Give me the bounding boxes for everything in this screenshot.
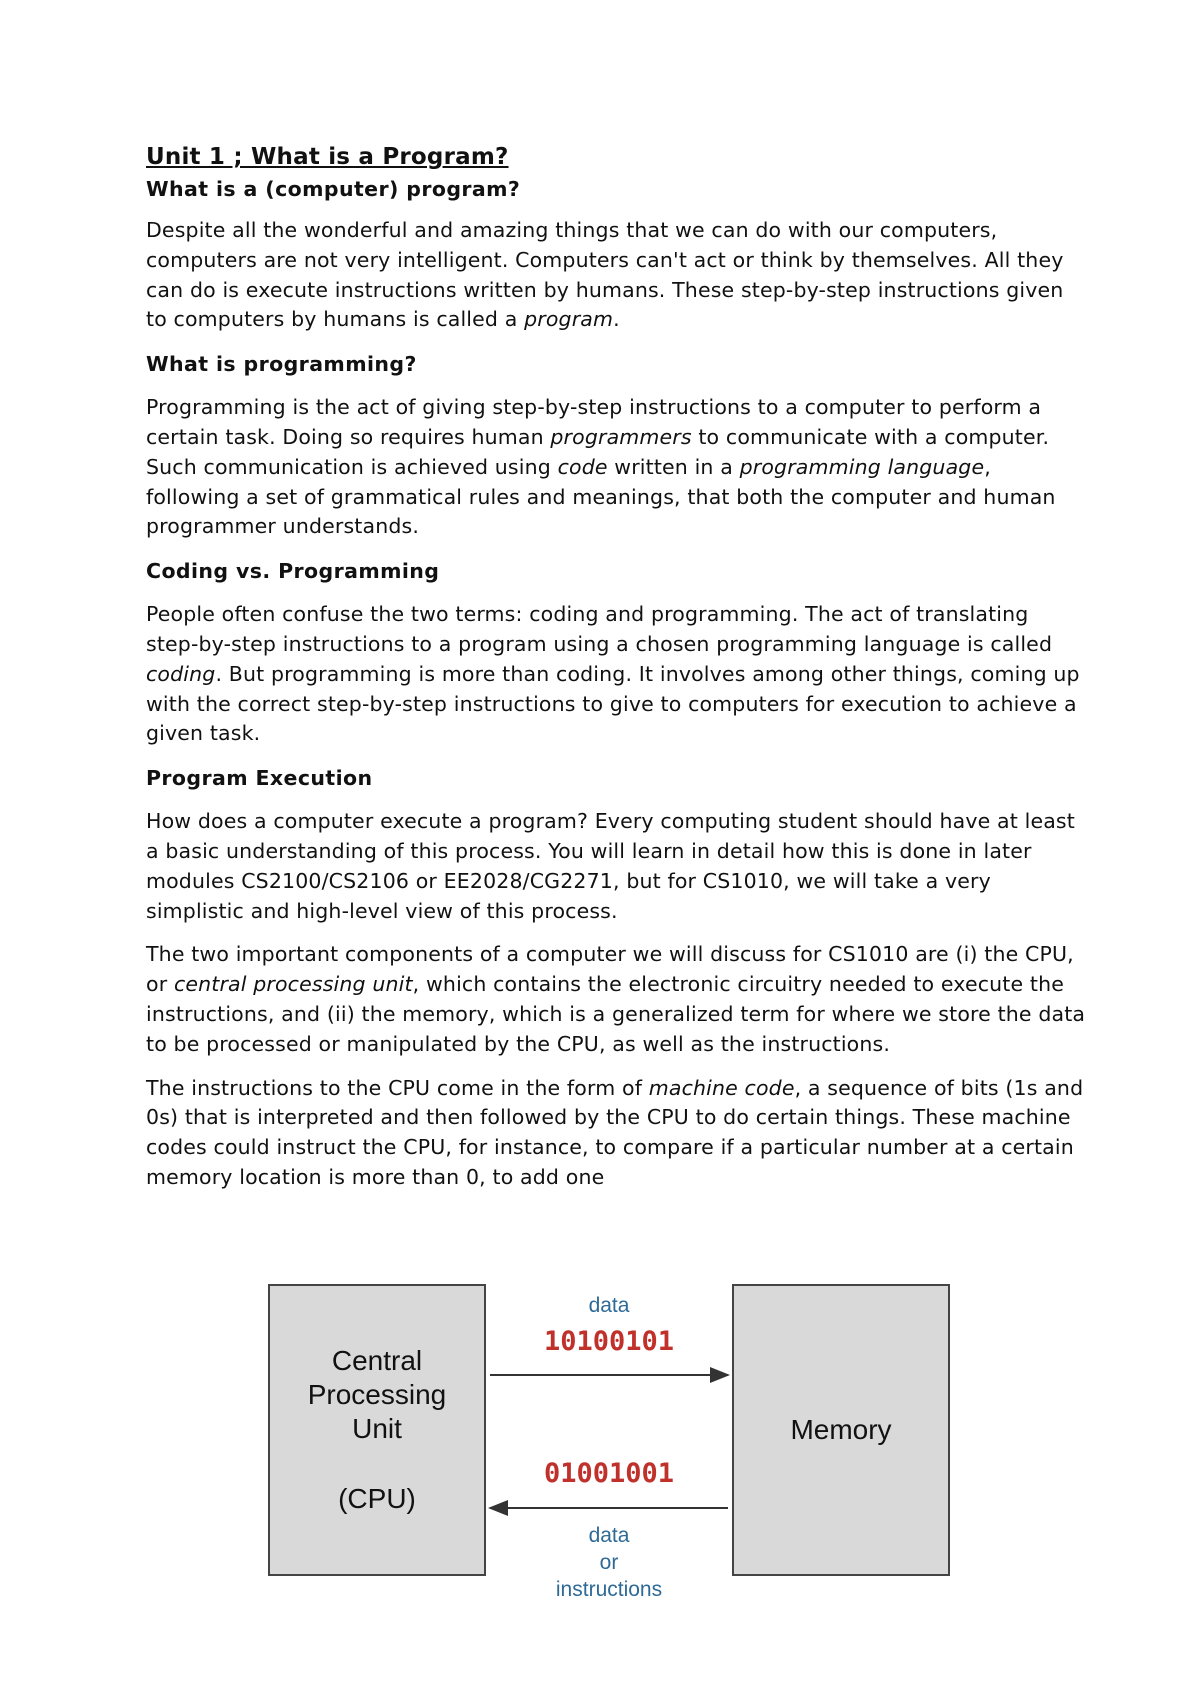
memory-label: Memory	[790, 1414, 892, 1445]
cpu-box	[268, 1284, 486, 1576]
paragraph-components: The two important components of a computer we will discuss for CS1010 are (i) the CPU, or central processing unit, which contains the electronic circuitry needed to execute the instructions, and (ii) the memory, which is a generalized term for where we store the data to be processed or manipulated by the CPU, as well as the instructions.	[146, 942, 1086, 1056]
heading-program-execution: Program Execution	[146, 766, 373, 791]
subtitle: What is a (computer) program?	[146, 177, 521, 201]
paragraph-coding: People often confuse the two terms: coding and programming. The act of translating step-by-step instructions to a program using a chosen programming language is called coding. But programming is more than coding. It involves among other things, coming up with the correct step-by-step instructions to give to computers for execution to achieve a given task.	[146, 602, 1080, 746]
heading-coding-vs-programming: Coding vs. Programming	[146, 559, 440, 584]
heading-what-is-programming: What is programming?	[146, 352, 417, 377]
top-bits: 10100101	[543, 1326, 675, 1357]
cpu-label-abbrev: (CPU)	[338, 1483, 416, 1514]
cpu-label-line2: Processing	[307, 1379, 447, 1410]
paragraph-programming: Programming is the act of giving step-by-step instructions to a computer to perform a certain task. Doing so requires human programmers to communicate with a computer. Such communication is achieved using code written in a programming language, following a set of grammatical rules and meanings, that both the computer and human programmer understands.	[146, 395, 1056, 539]
paragraph-execution-intro: How does a computer execute a program? Every computing student should have at least a basic understanding of this process. You will learn in detail how this is done in later modules CS2100/CS2106 or EE2028/CG2271, but for CS1010, we will take a very simplistic and high-level view of this process.	[146, 809, 1075, 923]
memory-box	[732, 1284, 950, 1576]
paragraph-machine-code: The instructions to the CPU come in the form of machine code, a sequence of bits (1s and 0s) that is interpreted and then followed by the CPU to do certain things. These machine codes could instruct the CPU, for instance, to compare if a particular number at a certain memory location is more than 0, to add one	[146, 1075, 1084, 1189]
cpu-memory-diagram	[268, 1284, 958, 1604]
top-data-label: data	[588, 1294, 630, 1317]
cpu-label-line1: Central	[331, 1345, 423, 1376]
bottom-bits: 01001001	[543, 1458, 675, 1489]
paragraph-what-is-program: Despite all the wonderful and amazing things that we can do with our computers, computers are not very intelligent. Computers can't act or think by themselves. All they can do is execute instructions written by humans. These step-by-step instructions given to computers by humans is called a program.	[146, 218, 1064, 332]
cpu-label-line3: Unit	[352, 1413, 402, 1444]
document-page	[146, 140, 1086, 1207]
unit-title: Unit 1 ; What is a Program?	[146, 144, 509, 170]
bottom-data-label: data or instructions	[555, 1524, 663, 1601]
